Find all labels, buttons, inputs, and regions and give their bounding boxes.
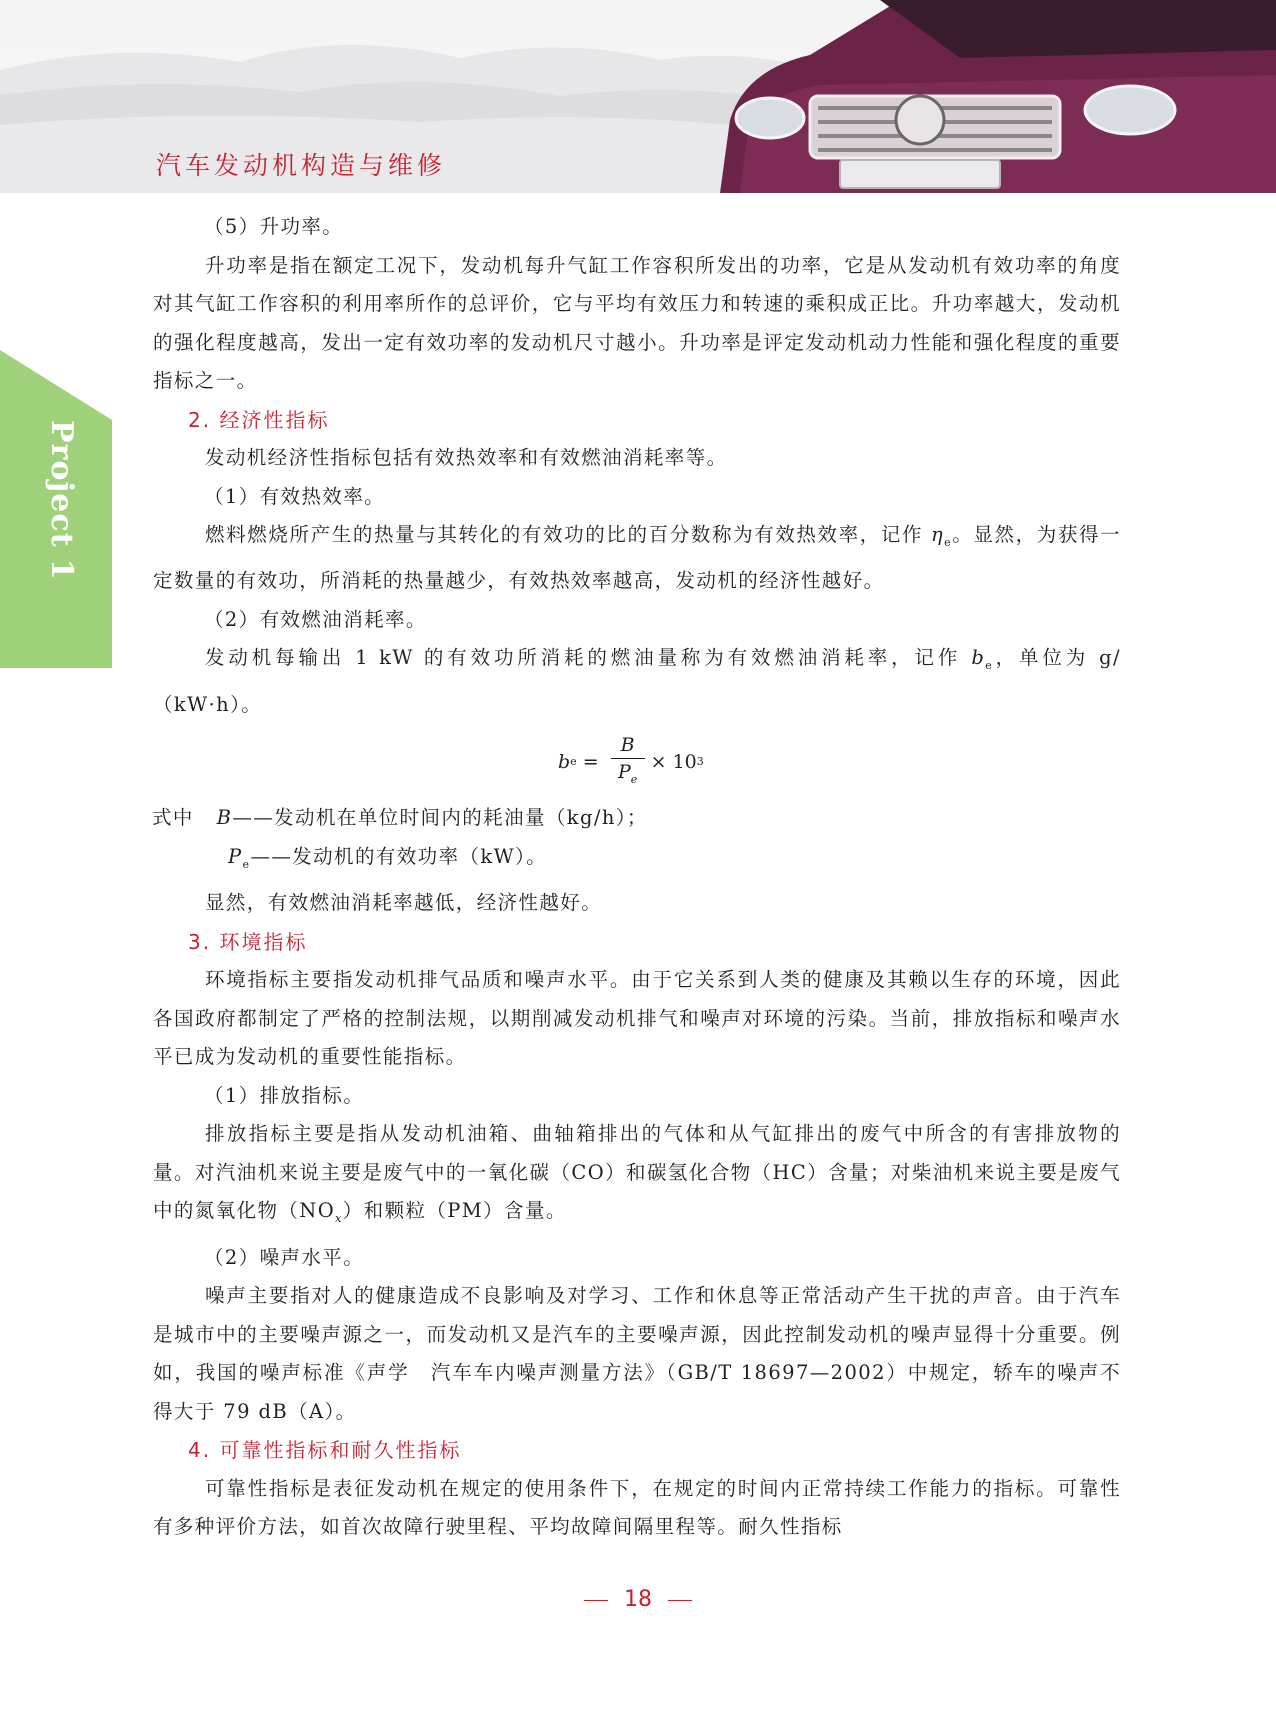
formula-exponent: 3	[696, 755, 704, 769]
formula-equals: =	[582, 751, 599, 774]
math-symbol: η	[931, 523, 945, 546]
definition-text: ——发动机的有效功率（kW）。	[250, 844, 548, 868]
formula-denominator-subscript: e	[630, 773, 638, 787]
formula-multiplier: × 10	[650, 751, 697, 774]
decorative-dash	[668, 1600, 692, 1601]
formula-fraction	[611, 732, 645, 793]
text-run: 发动机每输出 1 kW 的有效功所消耗的燃油量称为有效燃油消耗率，记作	[205, 646, 972, 670]
math-subscript: x	[335, 1212, 343, 1226]
formula-numerator: B	[620, 734, 635, 757]
page-number	[0, 1587, 1276, 1612]
text-run: ，单位为 g/（kW·h）。	[153, 646, 1121, 716]
text-run: 排放指标主要是指从发动机油箱、曲轴箱排出的气体和从气缸排出的废气中所含的有害排放物的量。对汽油机来说主要是废气中的一氧化碳（CO）和碳氢化合物（HC）含量；对柴油机来说主要是废气中的氮氧化物（NO	[153, 1122, 1121, 1223]
paragraph: 环境指标主要指发动机排气品质和噪声水平。由于它关系到人类的健康及其赖以生存的环境，因此各国政府都制定了严格的控制法规，以期削减发动机排气和噪声对环境的污染。当前，排放指标和噪声水平已成为发动机的重要性能指标。	[153, 968, 1121, 1069]
definition-text: ——发动机在单位时间内的耗油量（kg/h）；	[232, 806, 648, 830]
item-label: （5）升功率。	[204, 215, 344, 238]
item-label: （2）噪声水平。	[204, 1245, 365, 1269]
definition-intro: 式中	[152, 806, 194, 830]
definition-subscript: e	[242, 857, 251, 871]
formula-lhs: b	[558, 751, 571, 774]
paragraph: 升功率是指在额定工况下，发动机每升气缸工作容积所发出的功率，它是从发动机有效功率的角度对其气缸工作容积的利用率所作的总评价，它与平均有效压力和转速的乘积成正比。升功率越大，发动机的强化程度越高，发出一定有效功率的发动机尺寸越小。升功率是评定发动机动力性能和强化程度的重要指标之一。	[153, 253, 1121, 392]
math-subscript: e	[944, 535, 953, 549]
paragraph: 发动机经济性指标包括有效热效率和有效燃油消耗率等。	[205, 446, 728, 469]
text-run: 燃料燃烧所产生的热量与其转化的有效功的比的百分数称为有效热效率，记作	[205, 523, 931, 546]
math-subscript: e	[985, 659, 994, 673]
definition-symbol: B	[216, 806, 233, 830]
paragraph	[153, 639, 1121, 724]
formula-denominator	[618, 759, 637, 793]
paragraph: 显然，有效燃油消耗率越低，经济性越好。	[205, 891, 603, 915]
formula-denominator-symbol: P	[617, 761, 631, 784]
page-number-value: 18	[624, 1587, 652, 1612]
definition-symbol: P	[228, 844, 243, 868]
book-title: 汽车发动机构造与维修	[156, 151, 447, 180]
formula-lhs-subscript: e	[570, 755, 577, 769]
chapter-tab-label: Project 1	[44, 420, 79, 581]
text-run: ）和颗粒（PM）含量。	[342, 1199, 567, 1223]
math-symbol: b	[971, 646, 986, 670]
section-heading: 4. 可靠性指标和耐久性指标	[188, 1438, 462, 1463]
paragraph	[153, 1115, 1121, 1238]
item-label: （1）排放指标。	[204, 1083, 365, 1107]
item-label: （1）有效热效率。	[204, 484, 386, 508]
header-banner	[0, 0, 1276, 193]
formula	[153, 724, 1121, 799]
formula-definitions	[153, 799, 1121, 884]
text-run: 。显然，为获得一定数量的有效功，所消耗的热量越少，有效热效率越高，发动机的经济性越好。	[153, 523, 1121, 593]
paragraph	[153, 516, 1121, 601]
definition-row	[152, 799, 1121, 838]
item-label: （2）有效燃油消耗率。	[204, 607, 427, 631]
decorative-dash	[584, 1600, 608, 1601]
section-heading: 2. 经济性指标	[188, 407, 330, 432]
paragraph: 噪声主要指对人的健康造成不良影响及对学习、工作和休息等正常活动产生干扰的声音。由于汽车是城市中的主要噪声源之一，而发动机又是汽车的主要噪声源，因此控制发动机的噪声显得十分重要。例如，我国的噪声标准《声学 汽车车内噪声测量方法》（GB/T 18697—2002）中规定，轿车的噪声不得大于 79 dB（A）。	[153, 1284, 1121, 1423]
paragraph: 可靠性指标是表征发动机在规定的使用条件下，在规定的时间内正常持续工作能力的指标。可靠性有多种评价方法，如首次故障行驶里程、平均故障间隔里程等。耐久性指标	[153, 1476, 1121, 1539]
section-heading: 3. 环境指标	[188, 929, 308, 954]
page-body	[153, 208, 1121, 1547]
definition-row	[153, 838, 1121, 884]
